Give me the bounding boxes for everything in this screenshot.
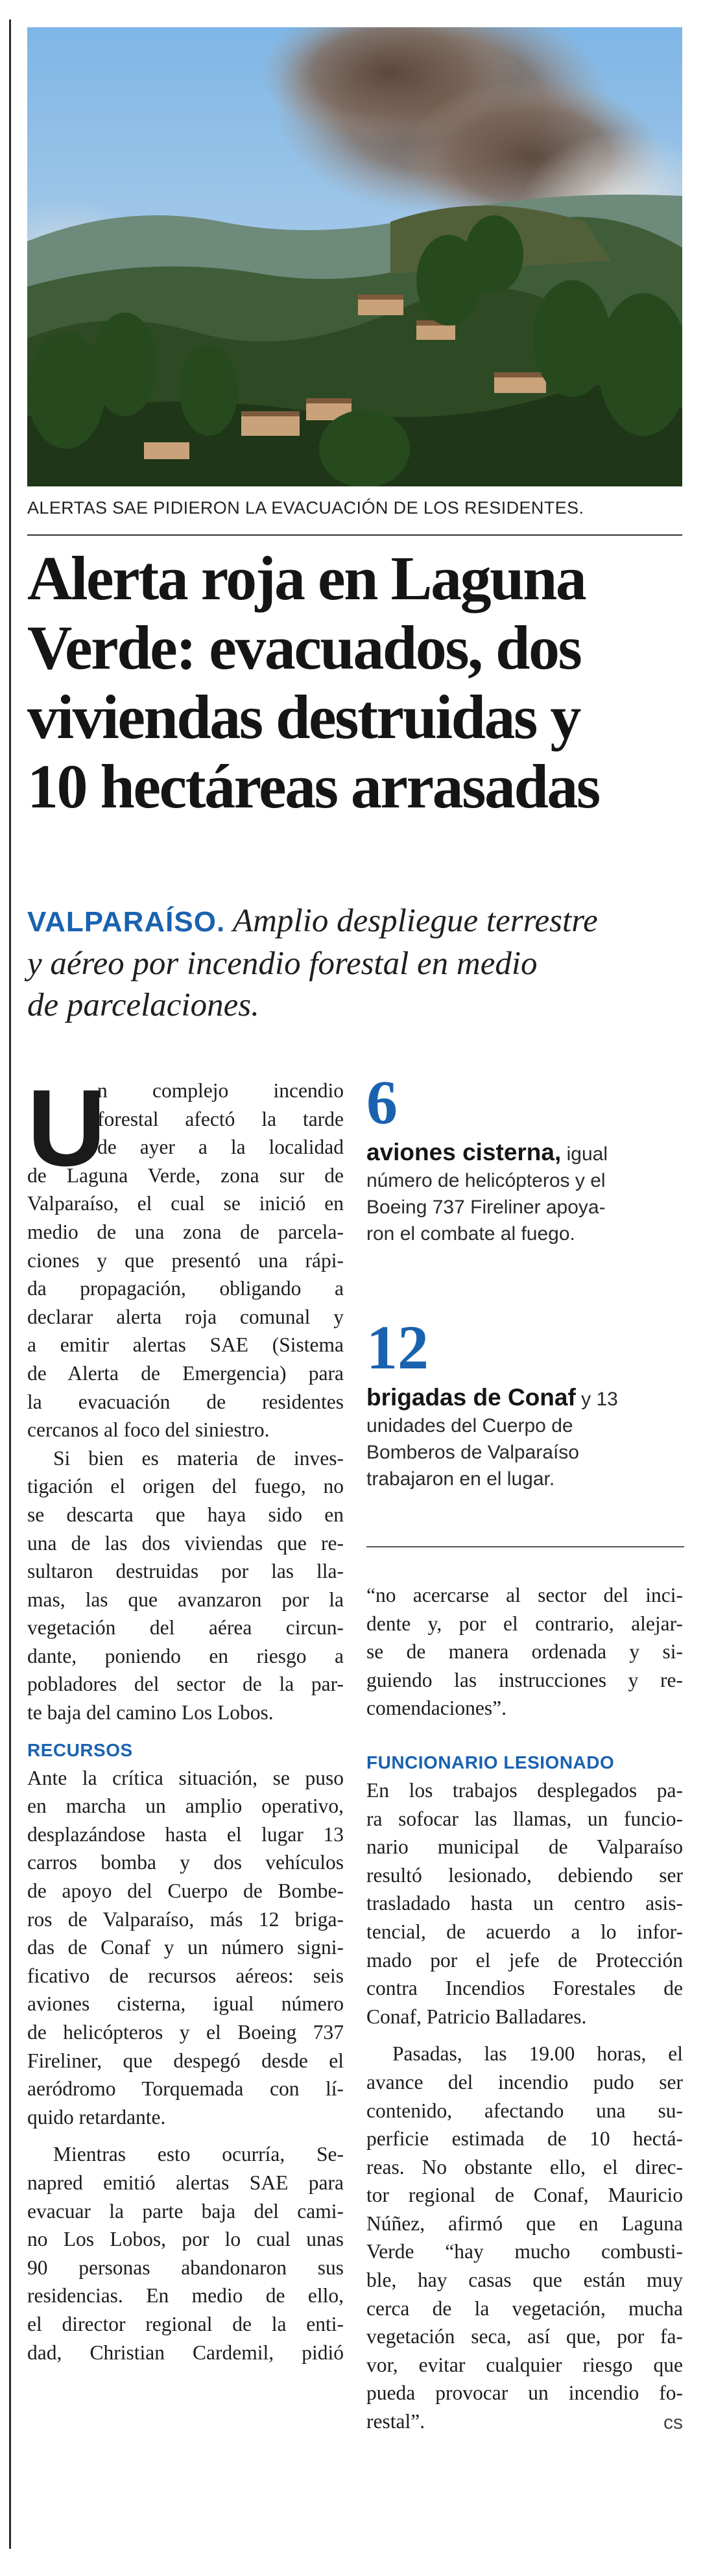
text-line: mas, las que avanzaron por la bbox=[27, 1588, 344, 1611]
text-line: ble, hay casas que están muy bbox=[366, 2269, 683, 2292]
fact-line: ron el combate al fuego. bbox=[366, 1223, 575, 1245]
text-line: napred emitió alertas SAE para bbox=[27, 2171, 344, 2194]
text-line: Fireliner, que despegó desde el bbox=[27, 2049, 344, 2072]
text-line: dante, poniendo en riesgo a bbox=[27, 1644, 344, 1667]
body-paragraph-4 bbox=[27, 2140, 344, 2367]
text-line: nario municipal de Valparaíso bbox=[366, 1835, 683, 1859]
fact-text: y 13 bbox=[575, 1389, 618, 1410]
text-line: pueda provocar un incendio fo- bbox=[366, 2381, 683, 2405]
text-line: el director regional de la enti- bbox=[27, 2312, 344, 2335]
body-paragraph-lesionado bbox=[366, 1776, 683, 2031]
text-line: quido retardante. bbox=[27, 2105, 166, 2129]
text-line: contra Incendios Forestales de bbox=[366, 1977, 683, 2000]
fact-lead-word: brigadas de Conaf bbox=[366, 1384, 576, 1411]
text-line: trasladado hasta un centro asis- bbox=[366, 1892, 683, 1915]
body-column-left bbox=[27, 1067, 344, 2367]
text-line: Verde “hay mucho combusti- bbox=[366, 2240, 683, 2263]
fact-divider bbox=[366, 1546, 684, 1547]
text-line: residencias. En medio de ello, bbox=[27, 2284, 344, 2308]
text-line: de ayer a la localidad bbox=[97, 1136, 344, 1159]
fact-line bbox=[366, 1139, 684, 1167]
lead-text: Amplio despliegue terrestre bbox=[233, 903, 598, 939]
text-line: sultaron destruidas por las lla- bbox=[27, 1560, 344, 1583]
text-line: dente y, por el contrario, alejar- bbox=[366, 1612, 683, 1635]
text-line: pobladores del sector de la par- bbox=[27, 1673, 344, 1696]
text-line: se de manera ordenada y si- bbox=[366, 1640, 683, 1664]
text-line: perficie estimada de 10 hectá- bbox=[366, 2127, 683, 2151]
text-line: de Laguna Verde, zona sur de bbox=[27, 1163, 344, 1187]
text-line: tigación el origen del fuego, no bbox=[27, 1475, 344, 1498]
lead-line bbox=[27, 900, 689, 943]
text-line: das de Conaf y un número signi- bbox=[27, 1936, 344, 1959]
text-line: reas. No obstante ello, el direc- bbox=[366, 2155, 683, 2178]
text-line: no Los Lobos, por lo cual unas bbox=[27, 2228, 344, 2251]
text-line: carros bomba y dos vehículos bbox=[27, 1851, 344, 1874]
text-line: “no acercarse al sector del inci- bbox=[366, 1584, 683, 1606]
text-line: guiendo las instrucciones y re- bbox=[366, 1668, 683, 1691]
text-line: te baja del camino Los Lobos. bbox=[27, 1701, 274, 1724]
text-line: Pasadas, las 19.00 horas, el bbox=[392, 2042, 683, 2066]
text-line: En los trabajos desplegados pa- bbox=[366, 1778, 683, 1802]
text-line: se descarta que haya sido en bbox=[27, 1503, 344, 1526]
lead-paragraph bbox=[27, 900, 689, 1026]
caption-divider bbox=[27, 534, 682, 536]
fact-line: unidades del Cuerpo de bbox=[366, 1415, 573, 1437]
fact-text: igual bbox=[561, 1143, 608, 1165]
page-edge-rule bbox=[9, 19, 11, 2549]
fact-number: 12 bbox=[366, 1313, 429, 1382]
text-line: n complejo incendio bbox=[97, 1079, 344, 1102]
text-line: ciones y que presentó una rápi- bbox=[27, 1248, 344, 1272]
drop-cap: U bbox=[27, 1067, 106, 1189]
text-line: avance del incendio pudo ser bbox=[366, 2070, 683, 2093]
body-column-right bbox=[366, 1581, 683, 2437]
text-line: en marcha un amplio operativo, bbox=[27, 1795, 344, 1818]
text-line: comendaciones”. bbox=[366, 1697, 507, 1720]
fact-box-brigadas bbox=[366, 1313, 684, 1492]
text-line: vegetación del aérea circun- bbox=[27, 1616, 344, 1640]
fire-photo bbox=[27, 27, 682, 486]
body-paragraph-3 bbox=[27, 1764, 344, 2132]
headline-line: 10 hectáreas arrasadas bbox=[27, 752, 599, 821]
text-line: medio de una zona de parcela- bbox=[27, 1220, 344, 1243]
text-line: 90 personas abandonaron sus bbox=[27, 2256, 344, 2279]
fact-line: trabajaron en el lugar. bbox=[366, 1468, 555, 1490]
text-line: Conaf, Patricio Balladares. bbox=[366, 2005, 587, 2028]
text-line: aeródromo Torquemada con lí- bbox=[27, 2077, 344, 2101]
body-paragraph-2 bbox=[27, 1444, 344, 1727]
headline-line: viviendas destruidas y bbox=[27, 682, 580, 752]
text-line: tor regional de Conaf, Mauricio bbox=[366, 2184, 683, 2207]
fact-line bbox=[366, 1384, 684, 1413]
text-line: de Alerta de Emergencia) para bbox=[27, 1361, 344, 1385]
text-line: de helicópteros y el Boeing 737 bbox=[27, 2021, 344, 2044]
text-line: da propagación, obligando a bbox=[27, 1277, 344, 1300]
text-line: una de las dos viviendas que re- bbox=[27, 1531, 344, 1555]
fact-lead-word: aviones cisterna, bbox=[366, 1139, 562, 1165]
text-line: Ante la crítica situación, se puso bbox=[27, 1766, 344, 1789]
text-line: mado por el jefe de Protección bbox=[366, 1948, 683, 1972]
text-line: ra sofocar las llamas, un funcio- bbox=[366, 1807, 683, 1830]
headline bbox=[27, 543, 689, 821]
lead-line: de parcelaciones. bbox=[27, 987, 259, 1023]
text-line: resultó lesionado, debiendo ser bbox=[366, 1863, 683, 1887]
text-line: ficativo de recursos aéreos: seis bbox=[27, 1964, 344, 1987]
fact-number: 6 bbox=[366, 1067, 398, 1137]
text-line: vor, evitar cualquier riesgo que bbox=[366, 2353, 683, 2376]
text-line: declarar alerta roja comunal y bbox=[27, 1305, 344, 1328]
text-line: dad, Christian Cardemil, pidió bbox=[27, 2341, 344, 2364]
headline-line: Alerta roja en Laguna bbox=[27, 543, 586, 613]
text-line: Valparaíso, el cual se inició en bbox=[27, 1192, 344, 1215]
lead-line: y aéreo por incendio forestal en medio bbox=[27, 946, 538, 982]
text-line: de apoyo del Cuerpo de Bombe- bbox=[27, 1879, 344, 1903]
text-line: contenido, afectando una su- bbox=[366, 2099, 683, 2122]
text-line: cerca de la vegetación, mucha bbox=[366, 2296, 683, 2320]
fact-line: número de helicópteros y el bbox=[366, 1170, 606, 1191]
text-line: restal”. bbox=[366, 2410, 425, 2433]
text-line: evacuar la parte baja del cami- bbox=[27, 2199, 344, 2223]
text-line: forestal afectó la tarde bbox=[97, 1107, 344, 1130]
text-line: la evacuación de residentes bbox=[27, 1390, 344, 1413]
text-line: Núñez, afirmó que en Laguna bbox=[366, 2212, 683, 2235]
fact-line: Boeing 737 Fireliner apoya- bbox=[366, 1197, 606, 1218]
body-paragraph-quote bbox=[366, 1581, 683, 1723]
text-line: desplazándose hasta el lugar 13 bbox=[27, 1822, 344, 1846]
fact-box-aviones bbox=[366, 1067, 684, 1247]
body-paragraph-final bbox=[366, 2040, 683, 2435]
photo-caption: ALERTAS SAE PIDIERON LA EVACUACIÓN DE LOS RESIDENTES. bbox=[27, 498, 584, 518]
text-line: aviones cisterna, igual número bbox=[27, 1992, 344, 2016]
end-mark: cs bbox=[663, 2411, 683, 2433]
headline-line: Verde: evacuados, dos bbox=[27, 613, 581, 682]
text-line: a emitir alertas SAE (Sistema bbox=[27, 1333, 344, 1357]
fact-line: Bomberos de Valparaíso bbox=[366, 1442, 579, 1463]
text-line: vegetación seca, así que, por fa- bbox=[366, 2325, 683, 2348]
fact-description bbox=[366, 1384, 684, 1492]
subhead-recursos: RECURSOS bbox=[27, 1739, 133, 1760]
fire-photo-illustration bbox=[27, 27, 682, 486]
dateline-city: VALPARAÍSO. bbox=[27, 906, 226, 938]
text-line: ros de Valparaíso, más 12 briga- bbox=[27, 1907, 344, 1931]
text-line: Si bien es materia de inves- bbox=[53, 1446, 344, 1470]
subhead-funcionario: FUNCIONARIO LESIONADO bbox=[366, 1752, 615, 1772]
fact-description bbox=[366, 1139, 684, 1247]
text-line: cercanos al foco del siniestro. bbox=[27, 1418, 270, 1442]
text-line: Mientras esto ocurría, Se- bbox=[53, 2143, 344, 2166]
text-line: tencial, de acuerdo a lo infor- bbox=[366, 1920, 683, 1943]
